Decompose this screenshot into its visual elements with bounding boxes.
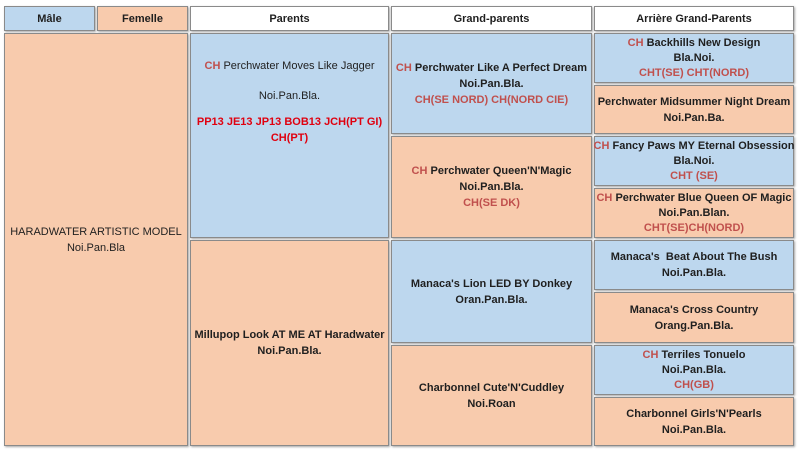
ggp-sdd-name-line xyxy=(596,191,791,206)
ggp-dds-color: Noi.Pan.Bla. xyxy=(661,363,727,376)
gp-ss-color: Noi.Pan.Bla. xyxy=(459,77,524,90)
champion-prefix: CH xyxy=(593,139,610,152)
champion-prefix: CH xyxy=(204,60,221,72)
ggp-sss-name: Backhills New Design xyxy=(646,36,761,49)
sire-name: Perchwater Moves Like Jagger xyxy=(223,60,375,72)
ggp-dds-titles: CH(GB) xyxy=(674,378,714,391)
ggp-sds-titles: CHT (SE) xyxy=(670,169,718,182)
grandsire-paternal-cell xyxy=(391,33,592,134)
champion-prefix: CH xyxy=(411,165,428,177)
dam-name: Millupop Look AT ME AT Haradwater xyxy=(194,329,385,341)
gp-sd-name-line xyxy=(412,163,572,179)
gp-dd-color: Noi.Roan xyxy=(467,397,516,410)
gp-sd-titles: CH(SE DK) xyxy=(463,197,520,209)
ggp-ddd-name: Charbonnel Girls'N'Pearls xyxy=(626,407,762,420)
ggp-dds-cell xyxy=(594,345,794,395)
gp-sd-name: Perchwater Queen'N'Magic xyxy=(430,165,572,177)
female-legend xyxy=(97,6,188,31)
ggp-dss-name: Manaca's Beat About The Bush xyxy=(610,251,778,263)
subject-color: Noi.Pan.Bla xyxy=(66,241,126,254)
gp-sd-color: Noi.Pan.Bla. xyxy=(459,181,524,193)
grandparents-column-header xyxy=(391,6,592,31)
gp-ss-name: Perchwater Like A Perfect Dream xyxy=(414,61,588,74)
sire-name-line xyxy=(205,58,375,74)
gp-ss-titles: CH(SE NORD) CH(NORD CIE) xyxy=(414,93,569,106)
great-grandparents-header-label: Arrière Grand-Parents xyxy=(636,12,752,25)
dam-color: Noi.Pan.Bla. xyxy=(257,345,322,357)
ggp-dss-cell xyxy=(594,240,794,290)
ggp-ddd-cell xyxy=(594,397,794,446)
granddam-maternal-cell xyxy=(391,345,592,446)
ggp-sds-cell xyxy=(594,136,794,186)
ggp-ssd-cell xyxy=(594,85,794,134)
gp-ss-name-line xyxy=(396,60,587,76)
dam-cell xyxy=(190,240,389,446)
great-grandparents-column-header xyxy=(594,6,794,31)
sire-color: Noi.Pan.Bla. xyxy=(258,90,321,102)
ggp-sdd-name: Perchwater Blue Queen OF Magic xyxy=(615,191,792,204)
male-legend xyxy=(4,6,95,31)
ggp-ssd-color: Noi.Pan.Ba. xyxy=(663,111,725,124)
subject-cell xyxy=(4,33,188,446)
ggp-sss-cell xyxy=(594,33,794,83)
gp-ds-name: Manaca's Lion LED BY Donkey xyxy=(410,277,573,290)
ggp-sss-titles: CHT(SE) CHT(NORD) xyxy=(639,66,749,79)
ggp-ddd-color: Noi.Pan.Bla. xyxy=(661,423,727,436)
ggp-sss-color: Bla.Noi. xyxy=(673,51,715,64)
ggp-dsd-cell xyxy=(594,292,794,343)
ggp-dds-name-line xyxy=(643,348,746,363)
ggp-dds-name: Terriles Tonuelo xyxy=(661,348,746,361)
champion-prefix: CH xyxy=(642,348,659,361)
ggp-dss-color: Noi.Pan.Bla. xyxy=(661,267,727,279)
parents-header-label: Parents xyxy=(269,12,310,25)
champion-prefix: CH xyxy=(395,61,412,74)
ggp-sdd-cell xyxy=(594,188,794,238)
granddam-paternal-cell xyxy=(391,136,592,238)
ggp-dsd-color: Orang.Pan.Bla. xyxy=(654,319,734,332)
sire-titles: PP13 JE13 JP13 BOB13 JCH(PT GI) CH(PT) xyxy=(196,116,383,144)
grandsire-maternal-cell xyxy=(391,240,592,343)
ggp-sds-color: Bla.Noi. xyxy=(673,154,715,167)
champion-prefix: CH xyxy=(627,36,644,49)
male-legend-label: Mâle xyxy=(37,12,62,25)
female-legend-label: Femelle xyxy=(122,12,163,25)
sire-cell xyxy=(190,33,389,238)
grandparents-header-label: Grand-parents xyxy=(453,12,530,25)
ggp-sds-name-line xyxy=(594,139,795,154)
parents-column-header xyxy=(190,6,389,31)
ggp-sds-name: Fancy Paws MY Eternal Obsession xyxy=(612,139,795,152)
ggp-sdd-titles: CHT(SE)CH(NORD) xyxy=(643,221,745,234)
gp-dd-name: Charbonnel Cute'N'Cuddley xyxy=(418,381,565,394)
gp-ds-color: Oran.Pan.Bla. xyxy=(455,293,528,306)
ggp-sdd-color: Noi.Pan.Blan. xyxy=(658,206,730,219)
subject-name: HARADWATER ARTISTIC MODEL xyxy=(10,225,182,238)
ggp-sss-name-line xyxy=(628,36,761,51)
champion-prefix: CH xyxy=(596,191,613,204)
ggp-ssd-name: Perchwater Midsummer Night Dream xyxy=(597,95,791,108)
ggp-dsd-name: Manaca's Cross Country xyxy=(629,303,759,316)
